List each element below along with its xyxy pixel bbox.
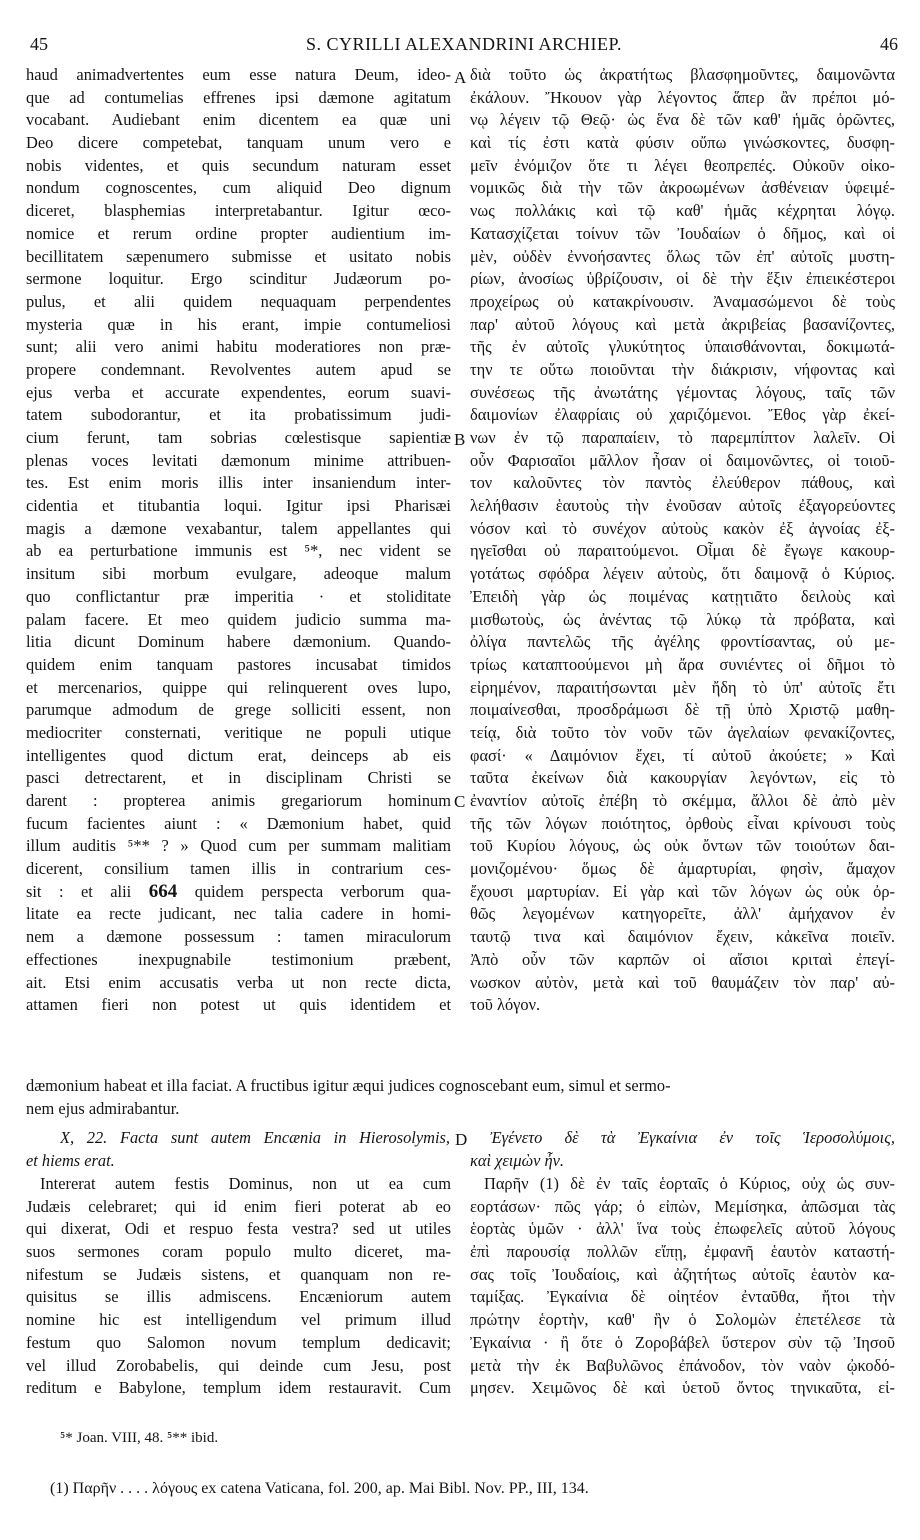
- text-line: τοῦ λόγον.: [470, 995, 541, 1015]
- text-line: μονιζομένου· ὅμως δὲ ἀμαρτυρίαι, φησὶν, ἄμαχον: [470, 859, 895, 879]
- text-line: Κατασχίζεται τοίνυν τῶν Ἰουδαίων ὁ δῆμος, καὶ οἱ: [470, 223, 895, 243]
- text-line: τῆς ἐν αὐτοῖς γλυκύτητος ὑπαισθάνονται, δοκιμωτά-: [470, 337, 895, 357]
- text-line: τοῦ Κυρίου λόγους, ὡς οὐκ ὄντων τῶν τοιούτων δαι-: [470, 836, 895, 856]
- text-line: ταμίξας. Ἐγκαίνια δὲ οἰητέον ἐνταῦθα, ἤτοι τὴν: [470, 1287, 895, 1307]
- text-line: attamen fieri non potest ut quis identidem et: [26, 995, 451, 1015]
- text-line: litate ea recte judicant, nec talia cadere in homi-: [26, 904, 451, 924]
- text-line: νόσον καὶ τὸ συνέχον αὐτοὺς κακὸν ἐξ ἀγνοίας ἐξ-: [470, 518, 895, 538]
- text-line: τείᾳ, διὰ τοῦτο τὸν νοῦν τῶν ἀγελαίων φενακίζοντες,: [470, 722, 895, 742]
- text-line: plenas voces levitati dæmonum minime attribuen-: [26, 450, 451, 470]
- text-line: vel illud Zorobabelis, qui deinde cum Jesu, post: [26, 1355, 451, 1375]
- text-line: nomice et rerum ordine propter audientium im-: [26, 223, 451, 243]
- text-line: pulus, et alii quidem nequaquam perpendentes: [26, 291, 451, 311]
- text-line: fucum facientes aiunt : « Dæmonium habet, quid: [26, 813, 451, 833]
- text-line: becillitatem sæpenumero submisse et usitato nobis: [26, 246, 451, 266]
- greek-verse-heading: [470, 1127, 895, 1172]
- text-line: συνέσεως τῆς ἀνωτάτης γέμοντας λόγους, ταῖς τῶν: [470, 382, 895, 402]
- text-line: festum quo Salomon novum templum dedicavit;: [26, 1332, 451, 1352]
- text-line: qui dixerat, Odi et respuo festa vestra? sed ut utiles: [26, 1219, 451, 1239]
- text-line: Ἐγκαίνια · ἢ ὅτε ὁ Ζοροβάβελ ὕστερον σὺν τῷ Ἰησοῦ: [470, 1332, 895, 1352]
- text-line: nondum cognoscentes, cum aliquid Deo dignum: [26, 178, 451, 198]
- text-line: haud animadvertentes eum esse natura Deum, ideo-: [26, 65, 451, 84]
- text-line: γοτάτως σφόδρα λέγειν αὐτοὺς, ὅτι δαιμονᾷ ὁ Κύριος.: [470, 564, 895, 584]
- text-line: καὶ τίς ἐστι κατὰ φύσιν οὔπω γινώσκοντες, δυσφη-: [470, 133, 895, 153]
- text-line: nifestum se Judæis sistens, et quanquam non re-: [26, 1264, 451, 1284]
- text-line: εορτάσων· πῶς γάρ; ὁ εἰπὼν, Μεμίσηκα, ἀπῶσμαι τὰς: [470, 1196, 895, 1216]
- text-line: nem a dæmone possessum : tamen miraculorum: [26, 927, 451, 947]
- text-line: et mercenarios, quippe qui relinquerent oves lupo,: [26, 677, 451, 697]
- text-line: quidem enim tanquam pastores incusabat timidos: [26, 654, 451, 674]
- text-line: nomine hic est intelligendum vel primum illud: [26, 1310, 451, 1330]
- text-line: effectiones inexpugnabile testimonium præbent,: [26, 949, 451, 969]
- text-line: ηγεῖσθαι οὐ παραιτούμενοι. Οἶμαι δὲ ἔγωγε κακουρ-: [470, 541, 895, 561]
- text-line: ἐπὶ παρουσίᾳ πολλῶν εἴπῃ, ἐμφανῆ ἑαυτὸν καταστή-: [470, 1242, 895, 1262]
- margin-marker-d: D: [455, 1130, 468, 1149]
- page-number-left: 45: [30, 34, 48, 54]
- text-line: μὲν, οὐδὲν ἐννοήσαντες ὅλως τῶν ἐπ' αὐτοῖς μυστη-: [470, 246, 895, 266]
- text-line: ταῦτα ἐκείνων διὰ κακουργίαν λεγόντων, εἰς τὸ: [470, 768, 895, 788]
- greek-column-bottom: [470, 1173, 895, 1400]
- text-line: suos sermones coram populo multo diceret, ma-: [26, 1242, 451, 1262]
- text-line: dicerent, consilium tamen illis in contrarium ces-: [26, 859, 451, 879]
- text-line: μετὰ τὴν ἐκ Βαβυλῶνος ἐπάνοδον, τὸν ναὸν ᾠκοδό-: [470, 1355, 895, 1375]
- margin-marker-b: B: [454, 430, 466, 449]
- text-line: την τε οὕτω ποιοῦνται τὴν διάκρισιν, νήφοντας καὶ: [470, 359, 895, 379]
- text-line: palam facere. Et meo quidem judicio summa ma-: [26, 609, 451, 629]
- text-line: τον καλοῦντες τὸν παντὸς ἐλεύθερον πάθους, καὶ: [470, 473, 895, 493]
- text-line: τῆς τῶν λόγων ποιότητος, ὀρθοὺς εἶναι κρίνουσι τοὺς: [470, 813, 895, 833]
- text-line: προχείρως οὐ κατακρίνουσιν. Ἀναμασώμενοι δὲ τοὺς: [470, 291, 895, 311]
- text-line: Intererat autem festis Dominus, non ut ea cum: [40, 1174, 451, 1193]
- text-line: παρ' αὐτοῦ λόγους καὶ μετὰ ἀκριβείας βασανίζοντες,: [470, 314, 895, 334]
- text-line: illum auditis ⁵** ? » Quod cum per summam malitiam: [26, 836, 451, 856]
- text-line: μισθωτοὺς, ὡς ἀνέντας τῷ λύκῳ τὰ πρόβατα, καὶ: [470, 609, 895, 629]
- text-line: reditum e Babylone, templum idem restauravit. Cum: [26, 1378, 451, 1398]
- text-line: ποιμαίνεσθαι, προσδράμωσι δὲ τῇ ὑπὸ Χριστῷ μαθη-: [470, 700, 895, 720]
- text-line: cidentia et titubantia loqui. Igitur ipsi Pharisæi: [26, 496, 451, 516]
- text-line: ab ea perturbatione immunis est ⁵*, nec vident se: [26, 541, 451, 561]
- spanning-line: nem ejus admirabantur.: [26, 1098, 180, 1118]
- text-fragment: quidem perspecta verborum qua-: [194, 881, 451, 901]
- text-line: Παρῆν (1) δὲ ἐν ταῖς ἑορταῖς ὁ Κύριος, οὐχ ὡς συν-: [484, 1174, 895, 1193]
- text-line: φασί· « Δαιμόνιον ἔχει, τί αὐτοῦ ἀκούετε; » Καὶ: [470, 745, 895, 765]
- text-line: Ἐπειδὴ γὰρ ὡς ποιμένας κατῃτιᾶτο δειλοὺς καὶ: [470, 586, 895, 606]
- text-line: εἰρημένον, παραιτήσωνται μὲν ἤδη τὸ ὑπ' αὐτοῖς ἔτι: [470, 677, 895, 697]
- text-line: sermone loquitur. Ergo scinditur Judæorum po-: [26, 269, 451, 289]
- text-line: ἑορτὰς ὑμῶν · ἀλλ' ἵνα τοὺς ἐπωφελεῖς αὐτοῦ λόγους: [470, 1219, 895, 1239]
- text-line: Deo dicere competebat, tanquam unum vero e: [26, 133, 451, 153]
- text-line: μεῖν ἐνόμιζον ὅτε τι λέγει θεοπρεπές. Οὐκοῦν οἰκο-: [470, 155, 895, 175]
- spanning-text: [26, 1075, 896, 1120]
- greek-column-top: [470, 64, 895, 1017]
- text-line: parumque admodum de grege solliciti essent, non: [26, 700, 451, 720]
- text-line: cium ferunt, tam sobrias cœlestisque sapientiæ: [26, 428, 451, 447]
- latin-column-bottom: [26, 1173, 451, 1400]
- heading-line: καὶ χειμὼν ἦν.: [470, 1150, 565, 1170]
- text-line: λελήθασιν ἑαυτοὺς τὴν ἐνοῦσαν αὐτοῖς ἐξαγορεύοντες: [470, 496, 895, 516]
- text-line: νωσκον αὐτὸν, μετὰ καὶ τοῦ θαυμάζειν τὸν παρ' αὐ-: [470, 972, 895, 992]
- text-line: ἐναντίον αὐτοῖς ἐπέβη τὸ σκέμμα, ἄλλοι δὲ ἀπὸ μὲν: [470, 791, 895, 810]
- running-title: S. CYRILLI ALEXANDRINI ARCHIEP.: [305, 34, 622, 54]
- page-number-right: 46: [880, 34, 898, 54]
- text-line: ἐκάλουν. Ἤκουον γὰρ λέγοντος ἅπερ ἂν πρέποι μό-: [470, 87, 895, 107]
- column-number: 664: [148, 880, 178, 902]
- spanning-line: dæmonium habeat et illa faciat. A fructibus igitur æqui judices cognoscebant eum, simul et sermo-: [26, 1076, 671, 1095]
- scripture-footnotes: ⁵* Joan. VIII, 48. ⁵** ibid.: [60, 1430, 219, 1446]
- text-line: τρίως καταπτοούμενοι μὴ ἄρα συνιέντες οἱ δῆμοι τὸ: [470, 654, 895, 674]
- text-line: ρίων, ἀνοσίως ὑβρίζουσιν, οἱ δὲ τὴν ἕξιν ἐπιεικέστεροι: [470, 269, 895, 289]
- text-line: νων ἐν τῷ παραπαίειν, τὸ παρεμπίπτον λαλεῖν. Οἱ: [470, 428, 895, 447]
- text-line: ταυτῷ τινα καὶ δαιμόνιον ἔχειν, κἀκεῖνα ποιεῖν.: [470, 927, 895, 947]
- text-line: δαιμονίων ἐλαφρίαις οὐ χαριζόμενοι. Ἔθος γὰρ ἐκεί-: [470, 405, 895, 425]
- text-line: quisitus se illis admiscens. Encæniorum autem: [26, 1287, 451, 1307]
- text-line: tatem subodorantur, et ita probatissimum judi-: [26, 405, 451, 425]
- text-line: Ἀπὸ οὖν τῶν καρπῶν οἱ αἴσιοι κριταὶ ἐπεγί-: [470, 949, 895, 969]
- heading-line: et hiems erat.: [26, 1150, 115, 1170]
- text-fragment: sit : et alii: [26, 881, 132, 901]
- text-line: mysteria quæ in his erant, impie contumeliosi: [26, 314, 451, 334]
- text-line: insitum sibi morbum evulgare, adeoque malum: [26, 564, 451, 584]
- text-line: σας τοῖς Ἰουδαίοις, καὶ ἀζητήτως αὐτοῖς ἑαυτὸν κα-: [470, 1264, 895, 1284]
- text-line: nobis videntes, et quis secundum naturam esset: [26, 155, 451, 175]
- text-line: sunt; alii vero animi habitu moderatiores non præ-: [26, 337, 451, 357]
- running-header: [30, 34, 898, 58]
- latin-column-top: [26, 64, 451, 1017]
- text-line: ὀλίγα παντελῶς τῆς ἀγέλης φροντίσαντας, οὐ με-: [470, 632, 895, 652]
- text-line: ἔχουσι μαρτυρίαν. Εἰ γὰρ καὶ τῶν λόγων ὡς οὐκ ὀρ-: [470, 881, 895, 901]
- heading-line: X, 22. Facta sunt autem Encænia in Hierosolymis,: [60, 1128, 450, 1147]
- text-line: νομικῶς διὰ τὴν τῶν ἀκροωμένων ἀσθένειαν ὑφειμέ-: [470, 178, 895, 198]
- heading-line: Ἐγένετο δὲ τὰ Ἐγκαίνια ἐν τοῖς Ἱεροσολύμοις,: [490, 1128, 895, 1147]
- text-line: magis a dæmone vexabantur, talem appellantes qui: [26, 518, 451, 538]
- text-line: νως πολλάκις καὶ τῷ καθ' ἡμᾶς κέχρηται λόγῳ.: [470, 201, 895, 221]
- margin-marker-a: A: [454, 68, 467, 87]
- source-footnote: (1) Παρῆν . . . . λόγους ex catena Vaticana, fol. 200, ap. Mai Bibl. Nov. PP., III, 134.: [50, 1480, 589, 1497]
- text-line: que ad contumelias effrenes ipsi dæmone agitatum: [26, 87, 451, 107]
- margin-marker-c: C: [454, 792, 466, 811]
- text-line: darent : propterea animis gregariorum hominum: [26, 791, 451, 810]
- text-line: propere condemnant. Revolventes autem apud se: [26, 359, 451, 379]
- text-line: vocabant. Audiebant enim dicentem ea quæ uni: [26, 110, 451, 130]
- text-line-with-column-number: [26, 881, 451, 904]
- text-line: quo conflictantur præ imperitia · et stoliditate: [26, 586, 451, 606]
- text-line: διὰ τοῦτο ὡς ἀκρατήτως βλασφημοῦντες, δαιμονῶντα: [470, 65, 895, 84]
- text-line: pasci detrectarent, et in disciplinam Christi se: [26, 768, 451, 788]
- text-line: Judæis celebraret; qui id enim fieri poterat ab eo: [26, 1196, 451, 1216]
- text-line: πρώτην ἑορτὴν, καθ' ἣν ὁ Σολομὼν ἐπετέλεσε τὰ: [470, 1310, 895, 1330]
- latin-verse-heading: [26, 1127, 450, 1172]
- text-line: ait. Etsi enim accusatis verba ut non recte dicta,: [26, 972, 451, 992]
- text-line: θῶς λεγομένων κατηγορεῖτε, ἀλλ' ἀμήχανον ἐν: [470, 904, 895, 924]
- text-line: diceret, blasphemias interpretabantur. Igitur œco-: [26, 201, 451, 221]
- text-line: νῳ λέγειν τῷ Θεῷ· ὡς ἕνα δὲ τῶν καθ' ἡμᾶς ὁρῶντες,: [470, 110, 895, 130]
- text-line: tes. Est enim moris illis inter insaniendum inter-: [26, 473, 451, 493]
- text-line: intelligentes quod dictum erat, deinceps ab eis: [26, 745, 451, 765]
- text-line: litia dicunt Dominum habere dæmonium. Quando-: [26, 632, 451, 652]
- text-line: οὖν Φαρισαῖοι μᾶλλον ἦσαν οἱ δαιμονῶντες, οἱ τοιοῦ-: [470, 450, 895, 470]
- text-line: ejus verba et accurate expendentes, eorum suavi-: [26, 382, 451, 402]
- text-line: μησεν. Χειμῶνος δὲ καὶ ὑετοῦ ὄντος τηνικαῦτα, εἰ-: [470, 1378, 895, 1398]
- text-line: mediocriter consternati, veritique ne populi utique: [26, 722, 451, 742]
